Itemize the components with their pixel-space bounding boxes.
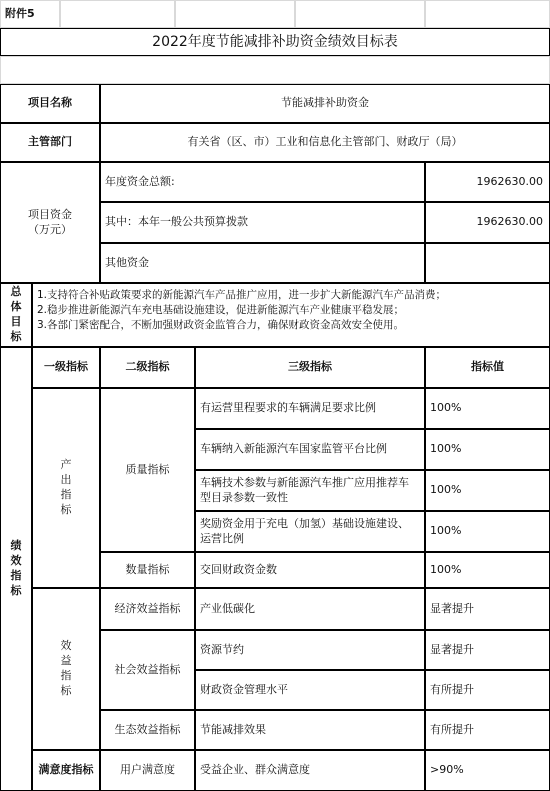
funds-total-label xyxy=(100,162,425,202)
goals-label-char: 总 xyxy=(10,285,22,299)
funds-budget-value-text: 1962630.00 xyxy=(476,215,543,229)
goal-line: 1.支持符合补贴政策要求的新能源汽车产品推广应用，进一步扩大新能源汽车产品消费； xyxy=(37,289,447,301)
funds-label-line2: （万元） xyxy=(28,222,72,236)
indicator-value-text: 100% xyxy=(430,562,462,576)
project-name-label-text: 项目名称 xyxy=(28,96,72,110)
attachment-label xyxy=(0,0,60,28)
attachment-label-text: 附件5 xyxy=(5,6,35,20)
quantity-indicator-label xyxy=(100,552,195,588)
funds-label xyxy=(0,162,100,283)
goals-content xyxy=(32,283,550,347)
social-indicator-label xyxy=(100,630,195,710)
grid-row xyxy=(0,56,550,84)
indicator-value-e1 xyxy=(425,588,550,630)
ecological-indicator-text: 生态效益指标 xyxy=(114,722,181,736)
indicator-value-text: 100% xyxy=(430,401,462,415)
indicator-name-q3 xyxy=(195,470,425,511)
indicator-name-text: 有运营里程要求的车辆满足要求比例 xyxy=(200,401,376,415)
indicator-name-s2 xyxy=(195,670,425,710)
user-satisfaction-text: 用户满意度 xyxy=(120,763,175,777)
goals-label-char: 体 xyxy=(10,300,22,314)
header-level3-text: 三级指标 xyxy=(288,360,332,374)
indicator-value-text: 显著提升 xyxy=(430,601,474,615)
indicators-side-char: 效 xyxy=(10,554,22,568)
goals-label xyxy=(0,283,32,347)
grid-cell xyxy=(60,0,175,28)
page-title-text: 2022年度节能减排补助资金绩效目标表 xyxy=(152,33,398,50)
department-label xyxy=(0,123,100,162)
ecological-indicator-label xyxy=(100,710,195,750)
quantity-indicator-text: 数量指标 xyxy=(125,562,170,576)
indicator-name-q2 xyxy=(195,429,425,470)
goals-label-char: 目 xyxy=(10,315,22,328)
funds-other-label-text: 其他资金 xyxy=(105,255,149,269)
indicator-name-text: 产业低碳化 xyxy=(200,601,255,615)
benefit-indicator-label xyxy=(32,588,100,750)
header-level2 xyxy=(100,347,195,388)
output-label-char: 标 xyxy=(60,502,72,516)
indicator-name-text: 车辆技术参数与新能源汽车推广应用推荐车 xyxy=(200,475,409,489)
economic-indicator-label xyxy=(100,588,195,630)
benefit-label-char: 益 xyxy=(60,654,72,668)
header-level1-text: 一级指标 xyxy=(44,360,88,374)
indicator-value-text: 显著提升 xyxy=(430,642,474,656)
satisfaction-indicator-text: 满意度指标 xyxy=(38,763,94,777)
indicator-name-text: 资源节约 xyxy=(200,642,244,656)
funds-other-label xyxy=(100,243,425,283)
satisfaction-indicator-label xyxy=(32,750,100,791)
header-level1 xyxy=(32,347,100,388)
funds-budget-label xyxy=(100,202,425,243)
goal-line: 2.稳步推进新能源汽车充电基础设施建设，促进新能源汽车产业健康平稳发展； xyxy=(37,304,405,317)
indicator-name-u1 xyxy=(195,750,425,791)
indicator-value-text: 有所提升 xyxy=(430,682,474,696)
indicator-name-e1 xyxy=(195,588,425,630)
department-label-text: 主管部门 xyxy=(28,135,72,149)
indicator-value-text: 有所提升 xyxy=(430,722,474,736)
indicator-name-n1 xyxy=(195,552,425,588)
project-name-value xyxy=(100,84,550,123)
funds-total-value xyxy=(425,162,550,202)
goal-line: 3.各部门紧密配合，不断加强财政资金监管合力，确保财政资金高效安全使用。 xyxy=(37,319,405,332)
page-title xyxy=(0,28,550,56)
indicator-name-text: 节能减排效果 xyxy=(200,722,266,736)
funds-total-label-text: 年度资金总额: xyxy=(105,174,175,188)
grid-cell xyxy=(175,0,295,28)
quality-indicator-text: 质量指标 xyxy=(125,462,170,476)
indicator-name-text: 财政资金管理水平 xyxy=(200,682,288,696)
indicator-value-g1 xyxy=(425,710,550,750)
grid-cell xyxy=(295,0,425,28)
header-value xyxy=(425,347,550,388)
indicator-value-text: 100% xyxy=(430,483,462,497)
indicator-name-text: 奖励资金用于充电（加氢）基础设施建设、 xyxy=(200,516,409,530)
funds-other-value xyxy=(425,243,550,283)
indicator-name-text: 受益企业、群众满意度 xyxy=(200,763,310,777)
benefit-label-char: 指 xyxy=(60,669,72,682)
department-value-text: 有关省（区、市）工业和信息化主管部门、财政厅（局） xyxy=(187,135,463,149)
indicators-side-char: 绩 xyxy=(10,539,22,553)
goals-label-char: 标 xyxy=(10,329,22,343)
project-name-label xyxy=(0,84,100,123)
header-level2-text: 二级指标 xyxy=(125,360,170,374)
department-value xyxy=(100,123,550,162)
indicators-side-char: 指 xyxy=(10,569,22,582)
funds-label-line1: 项目资金 xyxy=(28,207,72,221)
indicator-value-u1 xyxy=(425,750,550,791)
header-level3 xyxy=(195,347,425,388)
indicator-value-n1 xyxy=(425,552,550,588)
indicator-value-text: 100% xyxy=(430,442,462,456)
indicator-value-text: >90% xyxy=(430,763,464,777)
user-satisfaction-label xyxy=(100,750,195,791)
indicator-value-text: 100% xyxy=(430,524,462,538)
indicator-value-q1 xyxy=(425,388,550,429)
indicator-name-text: 运营比例 xyxy=(200,531,244,545)
indicator-name-g1 xyxy=(195,710,425,750)
output-label-char: 指 xyxy=(60,488,72,501)
funds-total-value-text: 1962630.00 xyxy=(476,174,543,188)
quality-indicator-label xyxy=(100,388,195,552)
funds-budget-label-text: 其中：本年一般公共预算拨款 xyxy=(105,215,248,229)
indicator-value-q2 xyxy=(425,429,550,470)
benefit-label-char: 标 xyxy=(60,683,72,697)
indicator-name-text: 交回财政资金数 xyxy=(200,562,277,576)
indicator-value-s2 xyxy=(425,670,550,710)
benefit-label-char: 效 xyxy=(60,639,72,653)
grid-cell xyxy=(425,0,550,28)
output-indicator-label xyxy=(32,388,100,588)
output-label-char: 出 xyxy=(60,473,72,487)
indicator-name-q4 xyxy=(195,511,425,552)
economic-indicator-text: 经济效益指标 xyxy=(114,601,181,615)
social-indicator-text: 社会效益指标 xyxy=(114,662,181,676)
indicators-side-char: 标 xyxy=(10,583,22,597)
project-name-value-text: 节能减排补助资金 xyxy=(281,96,369,110)
funds-budget-value xyxy=(425,202,550,243)
indicator-value-q3 xyxy=(425,470,550,511)
indicator-name-q1 xyxy=(195,388,425,429)
indicator-name-s1 xyxy=(195,630,425,670)
indicator-name-text: 型目录参数一致性 xyxy=(200,490,288,504)
header-value-text: 指标值 xyxy=(471,360,504,374)
indicator-name-text: 车辆纳入新能源汽车国家监管平台比例 xyxy=(200,442,387,456)
output-label-char: 产 xyxy=(60,458,72,472)
indicators-side-label xyxy=(0,347,32,791)
indicator-value-s1 xyxy=(425,630,550,670)
indicator-value-q4 xyxy=(425,511,550,552)
